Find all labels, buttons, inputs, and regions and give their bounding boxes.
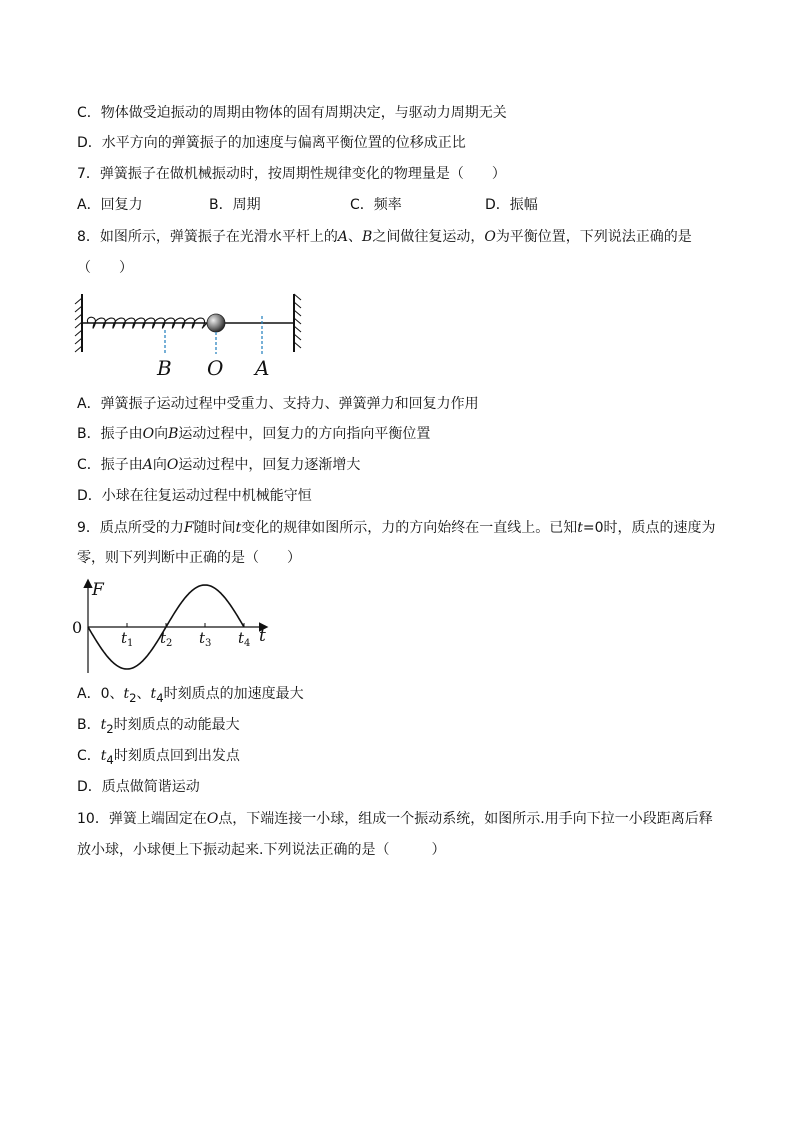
q9-option-b-text-2: 时刻质点的动能最大 [113,717,240,733]
left-wall [75,294,82,352]
q8-stem-text-3: 之间做往复运动， [372,229,485,245]
q7-option-c: C．频率 [350,197,402,213]
q9-option-c [77,746,240,770]
q8-stem-text-1: 8．如图所示，弹簧振子在光滑水平杆上的 [77,229,338,245]
origin-label: 0 [72,618,83,637]
q8-point-b: B [362,229,373,245]
q7-option-a: A．回复力 [77,197,143,213]
q9-option-b-t2-sub: 2 [106,721,114,736]
q7-stem: 7．弹簧振子在做机械振动时，按周期性规律变化的物理量是（ ） [77,166,506,182]
q9-var-f: F [183,520,194,536]
q9-option-a-t2-sub: 2 [129,690,137,705]
right-wall [294,294,301,352]
q8-point-a: A [337,229,349,245]
q8-option-d: D．小球在往复运动过程中机械能守恒 [77,488,312,504]
q9-option-b-t2: t [100,717,107,733]
q8-option-c-point-o: O [166,457,179,473]
q9-option-c-t4-sub: 4 [106,752,114,767]
force-time-graph [70,575,280,677]
q9-option-a-t2: t [123,686,130,702]
q8-stem-text-4: 为平衡位置，下列说法正确的是 [495,229,692,245]
q8-stem [77,227,692,247]
q9-option-a-t4: t [150,686,157,702]
q9-option-c-t4: t [100,748,107,764]
q8-option-c-text-3: 运动过程中，回复力逐渐增大 [178,457,361,473]
label-o: O [207,356,224,380]
q9-option-d: D．质点做简谐运动 [77,779,200,795]
q8-point-o: O [484,229,496,245]
q9-option-c-text-2: 时刻质点回到出发点 [113,748,240,764]
q7-option-d: D．振幅 [485,197,538,213]
q8-option-b-point-o: O [142,426,155,442]
tick-label-t3: $t_3$ [199,629,212,649]
label-b: B [157,356,172,380]
q9-option-b [77,715,240,739]
q9-stem-line1 [77,518,716,538]
q8-option-a: A．弹簧振子运动过程中受重力、支持力、弹簧弹力和回复力作用 [77,396,479,412]
q9-stem-line2: 零，则下列判断中正确的是（ ） [77,550,301,566]
q7-option-b: B．周期 [209,197,261,213]
q9-option-a-text-2: 、 [136,686,151,702]
q8-option-c-point-a: A [142,457,153,473]
q9-var-t: t [235,520,242,536]
q8-option-b-text-1: B．振子由 [77,426,143,442]
q8-option-b-point-b: B [168,426,179,442]
tick-label-t4: $t_4$ [238,629,251,649]
f-axis-label: F [92,580,104,600]
q8-option-c-text-1: C．振子由 [77,457,143,473]
q8-answer-paren: （ ） [77,260,133,276]
q10-stem-text-2: 点，下端连接一小球，组成一个振动系统，如图所示.用手向下拉一小段距离后释 [218,811,713,827]
q10-stem-text-1: 10．弹簧上端固定在 [77,811,207,827]
q8-option-b [77,424,430,444]
q9-stem-text-2: 随时间 [193,520,236,536]
q8-option-c [77,455,360,475]
q9-stem-text-4: =0时，质点的速度为 [582,520,716,536]
q7-options [77,195,677,215]
tick-label-t1: $t_1$ [121,629,134,649]
tick-label-t2: $t_2$ [160,629,173,649]
q9-var-t0: t [577,520,583,536]
q8-option-c-text-2: 向 [152,457,167,473]
q9-option-b-text-1: B． [77,717,101,733]
q9-stem-text-1: 9．质点所受的力 [77,520,184,536]
q9-option-c-text-1: C． [77,748,101,764]
q6-option-c: C．物体做受迫振动的周期由物体的固有周期决定，与驱动力周期无关 [77,105,507,121]
q6-option-d: D．水平方向的弹簧振子的加速度与偏离平衡位置的位移成正比 [77,135,466,151]
q10-point-o: O [206,811,219,827]
oscillator-ball [207,314,225,332]
label-a: A [255,356,270,380]
q9-option-a [77,684,304,708]
q10-stem-line2: 放小球，小球便上下振动起来.下列说法正确的是（ ） [77,842,446,858]
q8-option-b-text-3: 运动过程中，回复力的方向指向平衡位置 [178,426,431,442]
q9-stem-text-3: 变化的规律如图所示，力的方向始终在一直线上。已知 [241,520,578,536]
q9-option-a-text-1: A．0、 [77,686,124,702]
t-axis-label: t [259,626,266,646]
q8-option-b-text-2: 向 [154,426,169,442]
q8-stem-text-2: 、 [348,229,363,245]
q9-option-a-t4-sub: 4 [156,690,164,705]
spring-oscillator-figure [70,290,306,382]
q10-stem-line1 [77,809,713,829]
q9-option-a-text-3: 时刻质点的加速度最大 [163,686,304,702]
